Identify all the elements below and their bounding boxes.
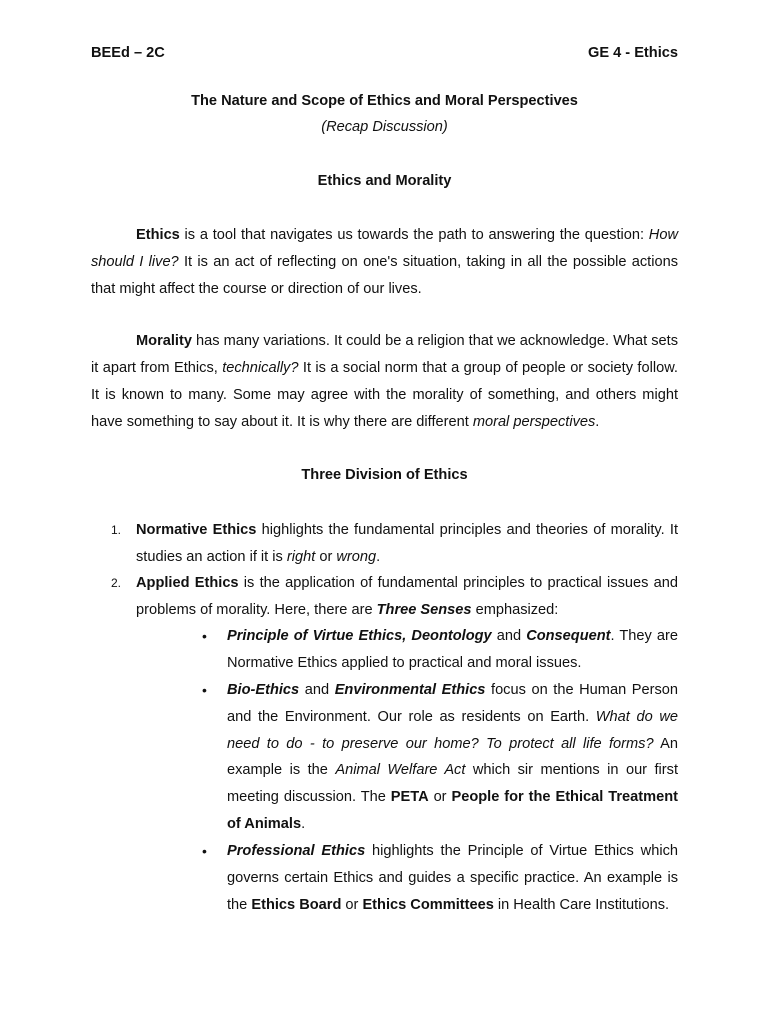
list-number: 2. xyxy=(111,576,122,590)
document-subtitle: (Recap Discussion) xyxy=(321,119,448,135)
page-header xyxy=(91,45,678,65)
text-span: . They are Normative Ethics applied to practical and moral issues. xyxy=(227,628,679,671)
word-wrong: wrong xyxy=(336,548,377,565)
text-span: and xyxy=(491,628,527,644)
term-normative-ethics: Normative Ethics xyxy=(136,522,257,538)
section-heading-three-division: Three Division of Ethics xyxy=(301,467,468,483)
text-span: or xyxy=(315,548,337,565)
text-span: emphasized: xyxy=(471,601,559,618)
list-item-applied-ethics xyxy=(111,570,679,623)
text-span: or xyxy=(341,896,363,913)
document-title: The Nature and Scope of Ethics and Moral Perspectives xyxy=(191,93,578,109)
word-technically: technically? xyxy=(222,360,299,376)
term-ethics-committees: Ethics Committees xyxy=(362,896,494,913)
bullet-icon: • xyxy=(202,843,207,859)
text-span: is a tool that navigates us towards the path to answering the question: xyxy=(179,227,649,243)
term-bio-ethics: Bio-Ethics xyxy=(227,682,300,698)
term-professional-ethics: Professional Ethics xyxy=(227,843,366,859)
text-span: . xyxy=(376,548,381,565)
term-peta-full: People for the Ethical Treatment of Animals xyxy=(227,789,678,832)
term-ethics: Ethics xyxy=(136,227,180,243)
term-peta: PETA xyxy=(390,789,429,806)
section-heading-ethics-morality: Ethics and Morality xyxy=(317,173,452,189)
text-span: An example is the xyxy=(227,735,678,779)
text-span: and xyxy=(299,682,335,698)
question-preserve-home: What do we need to do - to preserve our home? To protect all life forms? xyxy=(227,708,678,752)
list-number: 1. xyxy=(111,523,122,537)
paragraph-ethics xyxy=(91,222,678,303)
word-right: right xyxy=(286,548,316,565)
term-animal-welfare-act: Animal Welfare Act xyxy=(335,762,466,779)
text-span: . xyxy=(301,815,306,832)
term-virtue-deontology: Principle of Virtue Ethics, Deontology xyxy=(227,628,492,644)
bullet-item-virtue-deontology xyxy=(202,623,679,677)
text-span: which sir mentions in our first meeting discussion. The xyxy=(227,762,679,806)
term-consequent: Consequent xyxy=(526,628,611,644)
text-span: focus on the Human Person and the Environment. Our role as residents on Earth. xyxy=(227,682,679,725)
question-how-should-i-live: How should I live? xyxy=(91,227,678,270)
text-span: It is an act of reflecting on one's situation, taking in all the possible actions that might affect the course or direction of our lives. xyxy=(91,254,678,297)
text-span: It is a social norm that a group of people or society follow. It is known to many. Some may agree with the morality of something, and others might have something to say about it. It is why there are different xyxy=(91,360,678,430)
term-morality: Morality xyxy=(136,333,192,349)
list-item-normative-ethics xyxy=(111,517,678,570)
text-span: . xyxy=(595,414,600,430)
text-span: is the application of fundamental principles to practical issues and problems of morality. Here, there are xyxy=(136,575,679,618)
bullet-item-bio-environmental xyxy=(202,677,679,838)
bullet-icon: • xyxy=(202,682,207,698)
course-section: BEEd – 2C xyxy=(91,45,165,61)
text-span: or xyxy=(428,789,452,806)
term-environmental-ethics: Environmental Ethics xyxy=(334,682,486,698)
bullet-item-professional-ethics xyxy=(202,838,678,918)
term-three-senses: Three Senses xyxy=(376,601,472,618)
term-applied-ethics: Applied Ethics xyxy=(136,575,239,591)
subject-label: GE 4 - Ethics xyxy=(587,45,678,61)
bullet-icon: • xyxy=(202,628,207,644)
text-span: in Health Care Institutions. xyxy=(493,896,670,913)
text-span: has many variations. It could be a religion that we acknowledge. What sets it apart from Ethics, xyxy=(91,333,678,376)
term-ethics-board: Ethics Board xyxy=(251,896,342,913)
text-span: highlights the fundamental principles and theories of morality. It studies an action if it is xyxy=(136,522,678,565)
phrase-moral-perspectives: moral perspectives xyxy=(472,414,596,430)
paragraph-morality xyxy=(91,328,678,436)
text-span: highlights the Principle of Virtue Ethics which governs certain Ethics and guides a specific practice. An example is the xyxy=(227,843,678,913)
